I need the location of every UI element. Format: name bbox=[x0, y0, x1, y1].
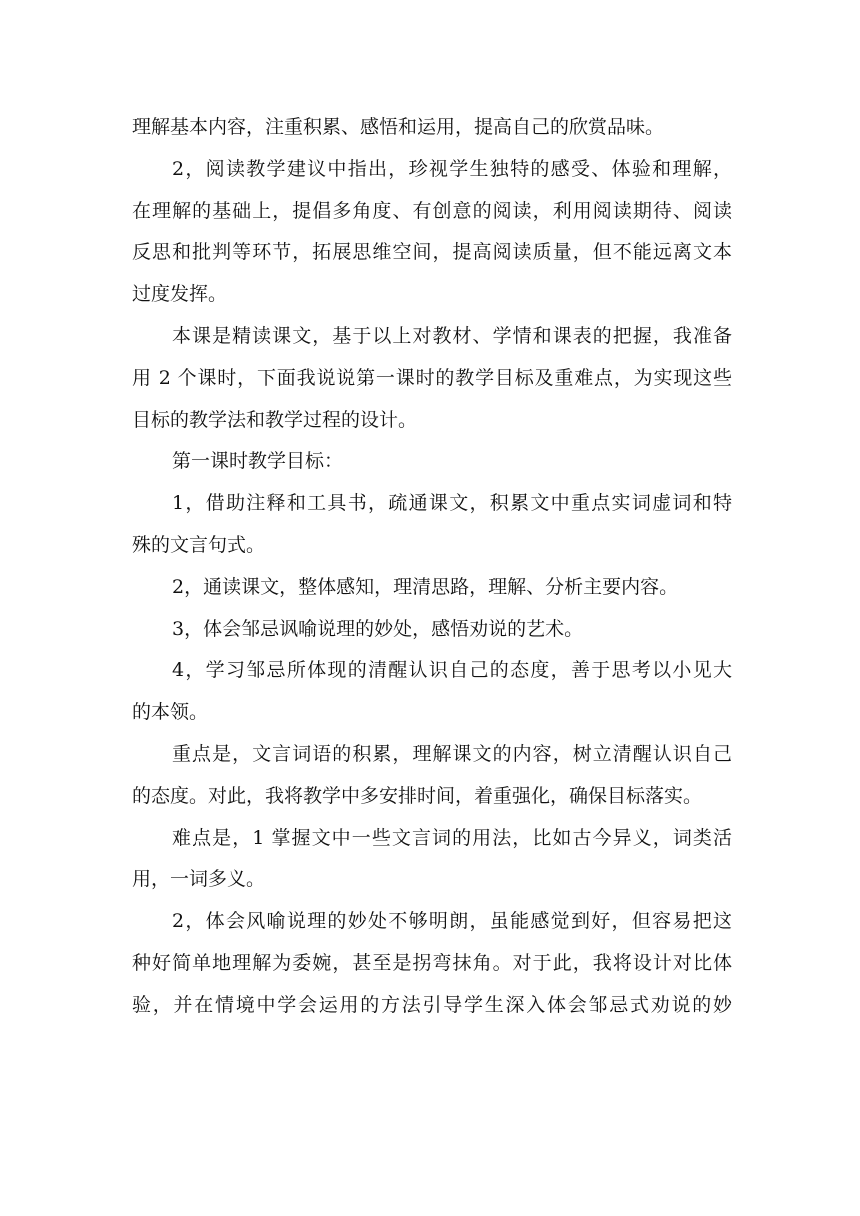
text-line: 过度发挥。 bbox=[132, 283, 228, 306]
text-line: 1，借助注释和工具书，疏通课文，积累文中重点实词虚词和特 bbox=[172, 492, 732, 515]
text-line: 第一课时教学目标： bbox=[172, 450, 344, 473]
text-line: 2，体会风喻说理的妙处不够明朗，虽能感觉到好，但容易把这 bbox=[172, 910, 732, 933]
text-line: 用 2 个课时，下面我说说第一课时的教学目标及重难点，为实现这些 bbox=[132, 366, 732, 389]
text-line: 在理解的基础上，提倡多角度、有创意的阅读，利用阅读期待、阅读 bbox=[132, 199, 732, 222]
text-line: 本课是精读课文，基于以上对教材、学情和课表的把握，我准备 bbox=[172, 324, 732, 347]
text-line: 重点是，文言词语的积累，理解课文的内容，树立清醒认识自己 bbox=[172, 742, 732, 765]
text-line: 难点是，1 掌握文中一些文言词的用法，比如古今异义，词类活 bbox=[172, 826, 732, 849]
text-line: 验，并在情境中学会运用的方法引导学生深入体会邹忌式劝说的妙 bbox=[132, 993, 732, 1016]
text-line: 理解基本内容，注重积累、感悟和运用，提高自己的欣赏品味。 bbox=[132, 116, 665, 138]
text-line: 2，阅读教学建议中指出，珍视学生独特的感受、体验和理解， bbox=[172, 157, 732, 180]
text-line: 目标的教学法和教学过程的设计。 bbox=[132, 408, 418, 431]
text-line: 殊的文言句式。 bbox=[132, 533, 266, 556]
text-line: 用，一词多义。 bbox=[132, 868, 266, 891]
text-line: 2，通读课文，整体感知，理清思路，理解、分析主要内容。 bbox=[172, 575, 679, 598]
text-line: 3，体会邹忌讽喻说理的妙处，感悟劝说的艺术。 bbox=[172, 617, 584, 640]
text-line: 反思和批判等环节，拓展思维空间，提高阅读质量，但不能远离文本 bbox=[132, 241, 732, 264]
text-line: 的态度。对此，我将教学中多安排时间，着重强化，确保目标落实。 bbox=[132, 784, 703, 807]
document-page bbox=[132, 107, 732, 1027]
text-line: 种好简单地理解为委婉，甚至是拐弯抹角。对于此，我将设计对比体 bbox=[132, 951, 732, 974]
text-line: 4，学习邹忌所体现的清醒认识自己的态度，善于思考以小见大 bbox=[172, 659, 732, 682]
text-line: 的本领。 bbox=[132, 701, 209, 724]
